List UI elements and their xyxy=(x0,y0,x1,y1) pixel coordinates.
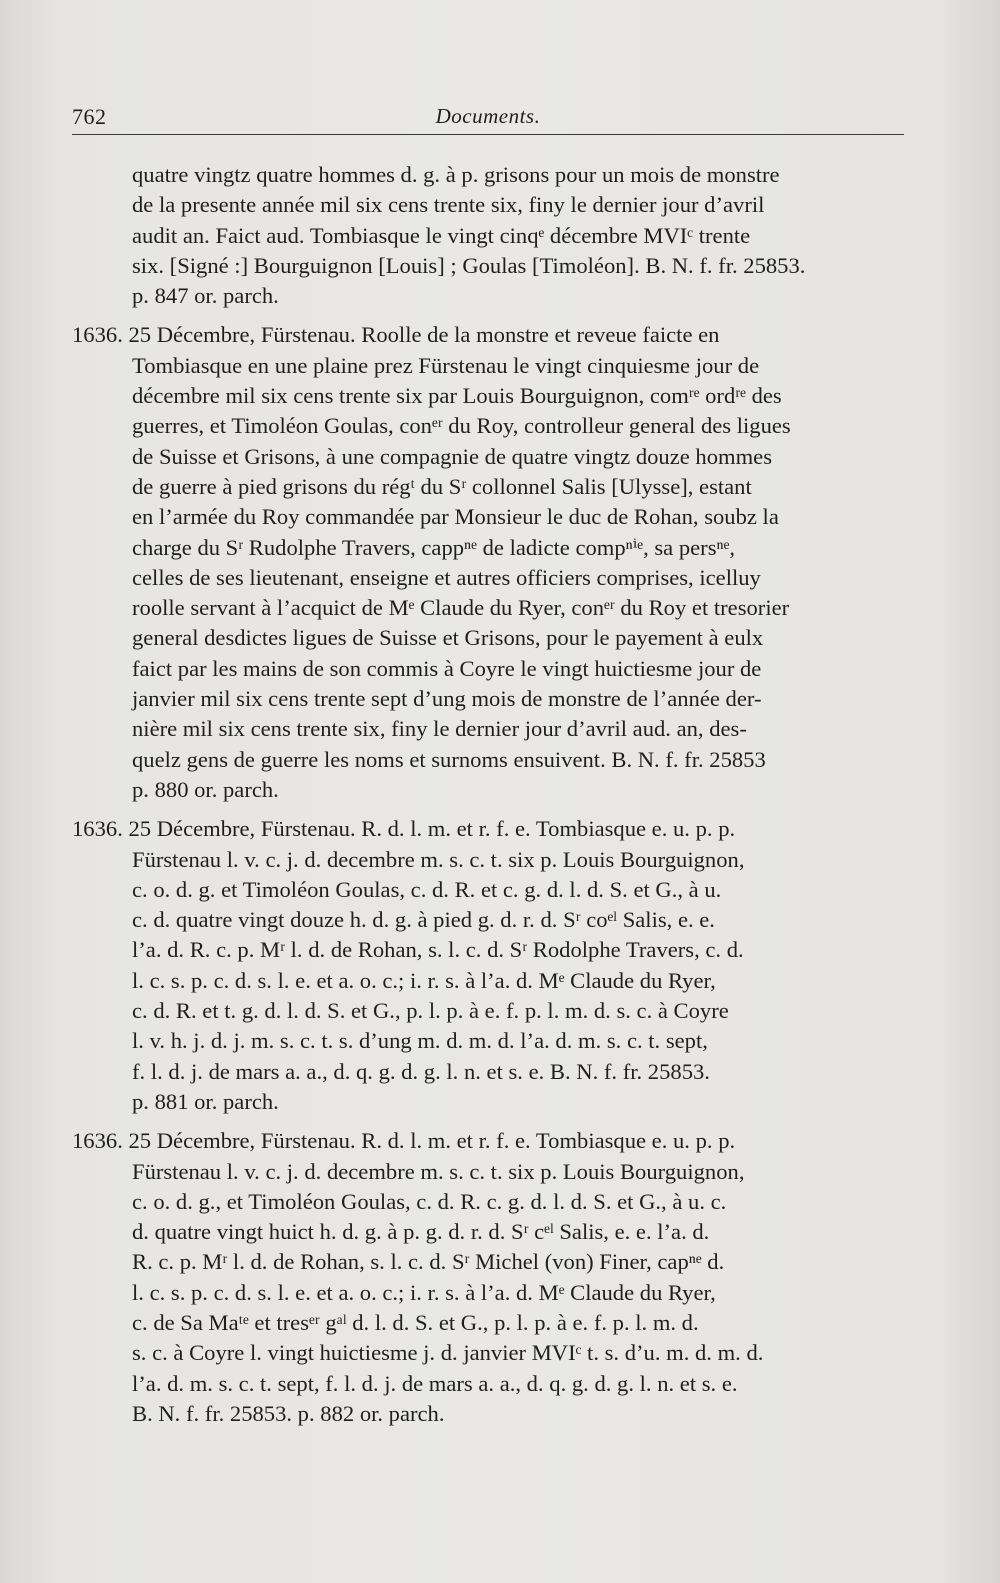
body-text xyxy=(72,160,914,1438)
paragraph-entry xyxy=(72,1126,914,1429)
text-line: 1636. 25 Décembre, Fürstenau. R. d. l. m. et r. f. e. Tombiasque e. u. p. p. xyxy=(72,1128,736,1154)
text-line: quatre vingtz quatre hommes d. g. à p. grisons pour un mois de monstre xyxy=(132,162,780,187)
text-line: guerres, et Timoléon Goulas, conᵉʳ du Roy, controlleur general des ligues xyxy=(132,413,791,439)
text-line: charge du Sʳ Rudolphe Travers, cappⁿᵉ de ladicte compⁿⁱᵉ, sa persⁿᵉ, xyxy=(132,534,736,560)
text-line: Fürstenau l. v. c. j. d. decembre m. s. c. t. six p. Louis Bourguignon, xyxy=(132,1158,745,1184)
text-line: Fürstenau l. v. c. j. d. decembre m. s. c. t. six p. Louis Bourguignon, xyxy=(132,846,745,872)
text-line: p. 847 or. parch. xyxy=(132,283,279,309)
text-line: c. d. quatre vingt douze h. d. g. à pied g. d. r. d. Sʳ coᵉˡ Salis, e. e. xyxy=(132,907,715,933)
text-line: general desdictes ligues de Suisse et Grisons, pour le payement à eulx xyxy=(132,625,764,651)
paragraph-continuation xyxy=(72,160,914,311)
text-line: d. quatre vingt huict h. d. g. à p. g. d. r. d. Sʳ cᵉˡ Salis, e. e. l’a. d. xyxy=(132,1219,710,1245)
text-line: roolle servant à l’acquict de Mᵉ Claude du Ryer, conᵉʳ du Roy et tresorier xyxy=(132,595,790,621)
text-line: janvier mil six cens trente sept d’ung mois de monstre de l’année der- xyxy=(132,686,762,712)
text-line: six. [Signé :] Bourguignon [Louis] ; Goulas [Timoléon]. B. N. f. fr. 25853. xyxy=(132,252,806,278)
text-line: f. l. d. j. de mars a. a., d. q. g. d. g. l. n. et s. e. B. N. f. fr. 25853. xyxy=(132,1058,710,1084)
text-line: l’a. d. R. c. p. Mʳ l. d. de Rohan, s. l. c. d. Sʳ Rodolphe Travers, c. d. xyxy=(132,937,744,963)
text-line: nière mil six cens trente six, finy le dernier jour d’avril aud. an, des- xyxy=(132,716,747,742)
page-number: 762 xyxy=(72,104,107,129)
text-line: c. o. d. g., et Timoléon Goulas, c. d. R. c. g. d. l. d. S. et G., à u. c. xyxy=(132,1188,727,1214)
text-line: faict par les mains de son commis à Coyre le vingt huictiesme jour de xyxy=(132,655,762,681)
text-line: l. v. h. j. d. j. m. s. c. t. s. d’ung m. d. m. d. l’a. d. m. s. c. t. sept, xyxy=(132,1028,708,1054)
text-line: 1636. 25 Décembre, Fürstenau. R. d. l. m. et r. f. e. Tombiasque e. u. p. p. xyxy=(72,816,736,842)
text-line: celles de ses lieutenant, enseigne et autres officiers comprises, icelluy xyxy=(132,564,761,590)
text-line: audit an. Faict aud. Tombiasque le vingt cinqᵉ décembre MVIᶜ trente xyxy=(132,222,751,248)
text-line: p. 881 or. parch. xyxy=(132,1088,279,1114)
text-line: 1636. 25 Décembre, Fürstenau. Roolle de la monstre et reveue faicte en xyxy=(72,322,720,348)
text-line: l. c. s. p. c. d. s. l. e. et a. o. c.; i. r. s. à l’a. d. Mᵉ Claude du Ryer, xyxy=(132,1279,716,1305)
text-line: de la presente année mil six cens trente six, finy le dernier jour d’avril xyxy=(132,192,765,218)
text-line: quelz gens de guerre les noms et surnoms ensuivent. B. N. f. fr. 25853 xyxy=(132,746,766,772)
text-line: Tombiasque en une plaine prez Fürstenau le vingt cinquiesme jour de xyxy=(132,352,760,378)
text-line: B. N. f. fr. 25853. p. 882 or. parch. xyxy=(132,1400,445,1426)
text-line: décembre mil six cens trente six par Louis Bourguignon, comʳᵉ ordʳᵉ des xyxy=(132,383,782,409)
text-line: de Suisse et Grisons, à une compagnie de quatre vingtz douze hommes xyxy=(132,443,772,469)
text-line: l’a. d. m. s. c. t. sept, f. l. d. j. de mars a. a., d. q. g. d. g. l. n. et s. e. xyxy=(132,1370,738,1396)
paragraph-entry xyxy=(72,320,914,805)
text-line: s. c. à Coyre l. vingt huictiesme j. d. janvier MVIᶜ t. s. d’u. m. d. m. d. xyxy=(132,1340,764,1366)
text-line: p. 880 or. parch. xyxy=(132,776,279,802)
text-line: de guerre à pied grisons du régᵗ du Sʳ collonnel Salis [Ulysse], estant xyxy=(132,473,752,499)
text-line: c. de Sa Maᵗᵉ et tresᵉʳ gᵃˡ d. l. d. S. et G., p. l. p. à e. f. p. l. m. d. xyxy=(132,1309,699,1335)
text-line: l. c. s. p. c. d. s. l. e. et a. o. c.; i. r. s. à l’a. d. Mᵉ Claude du Ryer, xyxy=(132,967,716,993)
text-line: en l’armée du Roy commandée par Monsieur le duc de Rohan, soubz la xyxy=(132,504,779,530)
page-header xyxy=(72,100,904,135)
running-title: Documents. xyxy=(435,104,541,128)
text-line: R. c. p. Mʳ l. d. de Rohan, s. l. c. d. Sʳ Michel (von) Finer, capⁿᵉ d. xyxy=(132,1249,725,1275)
paragraph-entry xyxy=(72,814,914,1117)
text-line: c. d. R. et t. g. d. l. d. S. et G., p. l. p. à e. f. p. l. m. d. s. c. à Coyre xyxy=(132,998,729,1024)
text-line: c. o. d. g. et Timoléon Goulas, c. d. R. et c. g. d. l. d. S. et G., à u. xyxy=(132,876,722,902)
